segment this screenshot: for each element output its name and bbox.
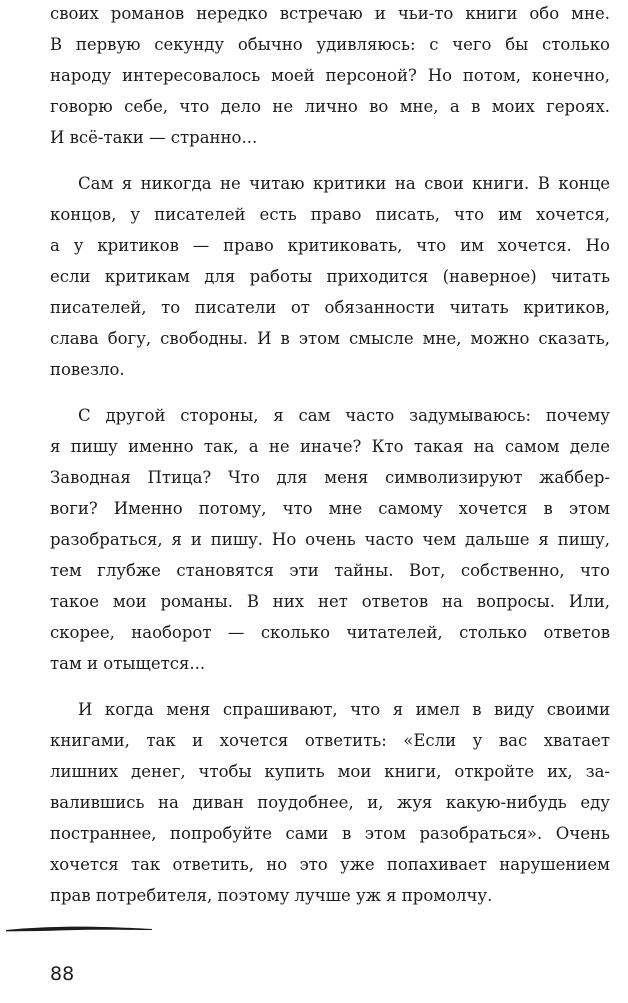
body-text [50, 0, 610, 926]
text-line: прав потребителя, поэтому лучше уж я промолчу. [50, 886, 493, 905]
text-line: повезло. [50, 360, 125, 379]
text-line: своих романов нередко встречаю и чьи-то книги обо мне. [50, 4, 610, 23]
text-line: И всё-таки — странно... [50, 128, 258, 147]
page-number: 88 [50, 963, 75, 985]
text-line: Сам я никогда не читаю критики на свои книги. В конце [78, 174, 610, 193]
paragraph-4 [50, 694, 610, 911]
text-line: хочется так ответить, но это уже попахивает нарушением [50, 855, 610, 874]
paragraph-1 [50, 0, 610, 153]
text-line: воги? Именно потому, что мне самому хочется в этом [50, 499, 610, 518]
text-line: такое мои романы. В них нет ответов на вопросы. Или, [50, 592, 610, 611]
text-line: книгами, так и хочется ответить: «Если у вас хватает [50, 731, 610, 750]
text-line: валившись на диван поудобнее, и, жуя какую-нибудь еду [50, 793, 610, 812]
text-line: а у критиков — право критиковать, что им хочется. Но [50, 236, 610, 255]
text-line: я пишу именно так, а не иначе? Кто такая на самом деле [50, 437, 610, 456]
text-line: тем глубже становятся эти тайны. Вот, собственно, что [50, 561, 610, 580]
text-line: говорю себе, что дело не лично во мне, а в моих героях. [50, 97, 610, 116]
text-line: там и отыщется... [50, 654, 206, 673]
text-line: В первую секунду обычно удивляюсь: с чего бы столько [50, 35, 610, 54]
text-line: лишних денег, чтобы купить мои книги, откройте их, за- [50, 762, 610, 781]
text-line: скорее, наоборот — сколько читателей, столько ответов [50, 623, 610, 642]
text-line: народу интересовалось моей персоной? Но потом, конечно, [50, 66, 610, 85]
text-line: И когда меня спрашивают, что я имел в виду своими [78, 700, 610, 719]
text-line: если критикам для работы приходится (наверное) читать [50, 267, 610, 286]
paragraph-2 [50, 168, 610, 385]
text-line: разобраться, я и пишу. Но очень часто чем дальше я пишу, [50, 530, 610, 549]
text-line: постраннее, попробуйте сами в этом разобраться». Очень [50, 824, 610, 843]
text-line: концов, у писателей есть право писать, что им хочется, [50, 205, 610, 224]
text-line: слава богу, свободны. И в этом смысле мне, можно сказать, [50, 329, 610, 348]
text-line: писателей, то писатели от обязанности читать критиков, [50, 298, 610, 317]
text-line: Заводная Птица? Что для меня символизируют жаббер- [50, 468, 610, 487]
decorative-brush-divider [4, 924, 154, 934]
text-line: С другой стороны, я сам часто задумываюсь: почему [78, 406, 610, 425]
paragraph-3 [50, 400, 610, 679]
